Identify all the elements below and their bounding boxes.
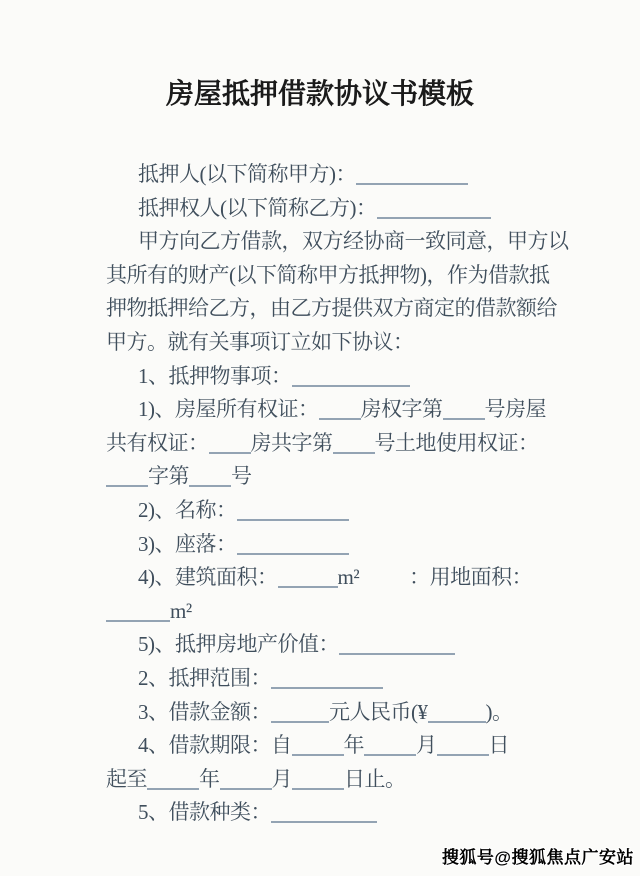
- document-line: [106, 696, 566, 730]
- line-text: 3)、座落：: [138, 531, 237, 556]
- blank-field: [271, 819, 377, 823]
- document-line: [106, 192, 566, 226]
- blank-field: [377, 215, 491, 219]
- line-text: 房共字第: [250, 430, 333, 455]
- line-text: ：用地面积：: [409, 565, 533, 590]
- line-text: 2、抵押范围：: [138, 665, 271, 690]
- blank-field: [106, 618, 170, 622]
- blank-field: [209, 450, 251, 454]
- line-text: 甲方向乙方借款，双方经协商一致同意，甲方以: [138, 229, 569, 254]
- blank-field: [364, 752, 416, 756]
- document-line: [106, 729, 566, 763]
- document-body: [106, 158, 569, 830]
- line-text: 月: [416, 733, 437, 758]
- line-text: 1、抵押物事项：: [138, 363, 292, 388]
- line-text: 共有权证：: [106, 430, 209, 455]
- document-line: [106, 259, 566, 293]
- blank-field: [271, 719, 329, 723]
- blank-field: [237, 517, 349, 521]
- blank-field: [443, 416, 485, 420]
- line-text: 4、借款期限：自: [138, 733, 292, 758]
- line-text: 元人民币(¥: [329, 699, 428, 724]
- document-line: [106, 225, 569, 259]
- blank-field: [333, 450, 375, 454]
- line-text: 年: [199, 766, 220, 791]
- line-text: 抵押权人(以下简称乙方)：: [138, 195, 377, 220]
- line-text: 4)、建筑面积：: [138, 565, 278, 590]
- blank-field: [106, 483, 148, 487]
- document-line: [106, 460, 566, 494]
- line-text: 号: [231, 464, 252, 489]
- line-text: m²: [337, 565, 360, 590]
- line-text: 年: [343, 733, 364, 758]
- line-text: 其所有的财产(以下简称甲方抵押物)，作为借款抵: [106, 262, 550, 287]
- document-line: [106, 796, 566, 830]
- line-text: 5)、抵押房地产价值：: [138, 632, 339, 657]
- blank-field: [278, 584, 338, 588]
- blank-field: [189, 483, 231, 487]
- document-line: [106, 393, 566, 427]
- line-text: 1)、房屋所有权证：: [138, 397, 319, 422]
- line-text: 起至: [106, 766, 147, 791]
- document-line: [106, 158, 566, 192]
- blank-field: [147, 786, 199, 790]
- line-text: 甲方。就有关事项订立如下协议：: [106, 329, 414, 354]
- document-line: [106, 763, 566, 797]
- line-text: )。: [485, 699, 513, 724]
- blank-field: [292, 752, 344, 756]
- blank-field: [428, 719, 486, 723]
- document-line: [106, 528, 566, 562]
- line-text: 抵押人(以下简称甲方)：: [138, 162, 356, 186]
- line-text: m²: [170, 598, 192, 623]
- document-line: [106, 595, 566, 629]
- blank-field: [339, 651, 455, 655]
- line-text: 房权字第: [360, 397, 443, 422]
- line-text: 押物抵押给乙方，由乙方提供双方商定的借款额给: [106, 296, 557, 321]
- blank-field: [292, 383, 410, 387]
- document-line: [106, 494, 566, 528]
- line-text: 日止。: [344, 766, 406, 791]
- spacer: [359, 586, 409, 588]
- document-title: 房屋抵押借款协议书模板: [165, 78, 474, 109]
- watermark-text: 搜狐号@搜狐焦点广安站: [441, 848, 634, 867]
- blank-field: [237, 551, 349, 555]
- blank-field: [356, 181, 468, 185]
- line-text: 2)、名称：: [138, 497, 237, 522]
- line-text: 月: [271, 766, 292, 791]
- blank-field: [220, 786, 272, 790]
- document-line: [106, 561, 566, 595]
- line-text: 5、借款种类：: [138, 800, 271, 825]
- document-line: [106, 292, 566, 326]
- line-text: 号土地使用权证：: [374, 430, 539, 455]
- document-line: [106, 326, 566, 360]
- document-line: [106, 360, 566, 394]
- blank-field: [319, 416, 361, 420]
- line-text: 3、借款金额：: [138, 699, 271, 724]
- line-text: 日: [488, 733, 509, 758]
- blank-field: [437, 752, 489, 756]
- document-line: [106, 662, 566, 696]
- document-line: [106, 427, 566, 461]
- line-text: 字第: [148, 464, 189, 489]
- line-text: 号房屋: [484, 397, 546, 422]
- blank-field: [292, 786, 344, 790]
- document-line: [106, 628, 566, 662]
- blank-field: [271, 685, 383, 689]
